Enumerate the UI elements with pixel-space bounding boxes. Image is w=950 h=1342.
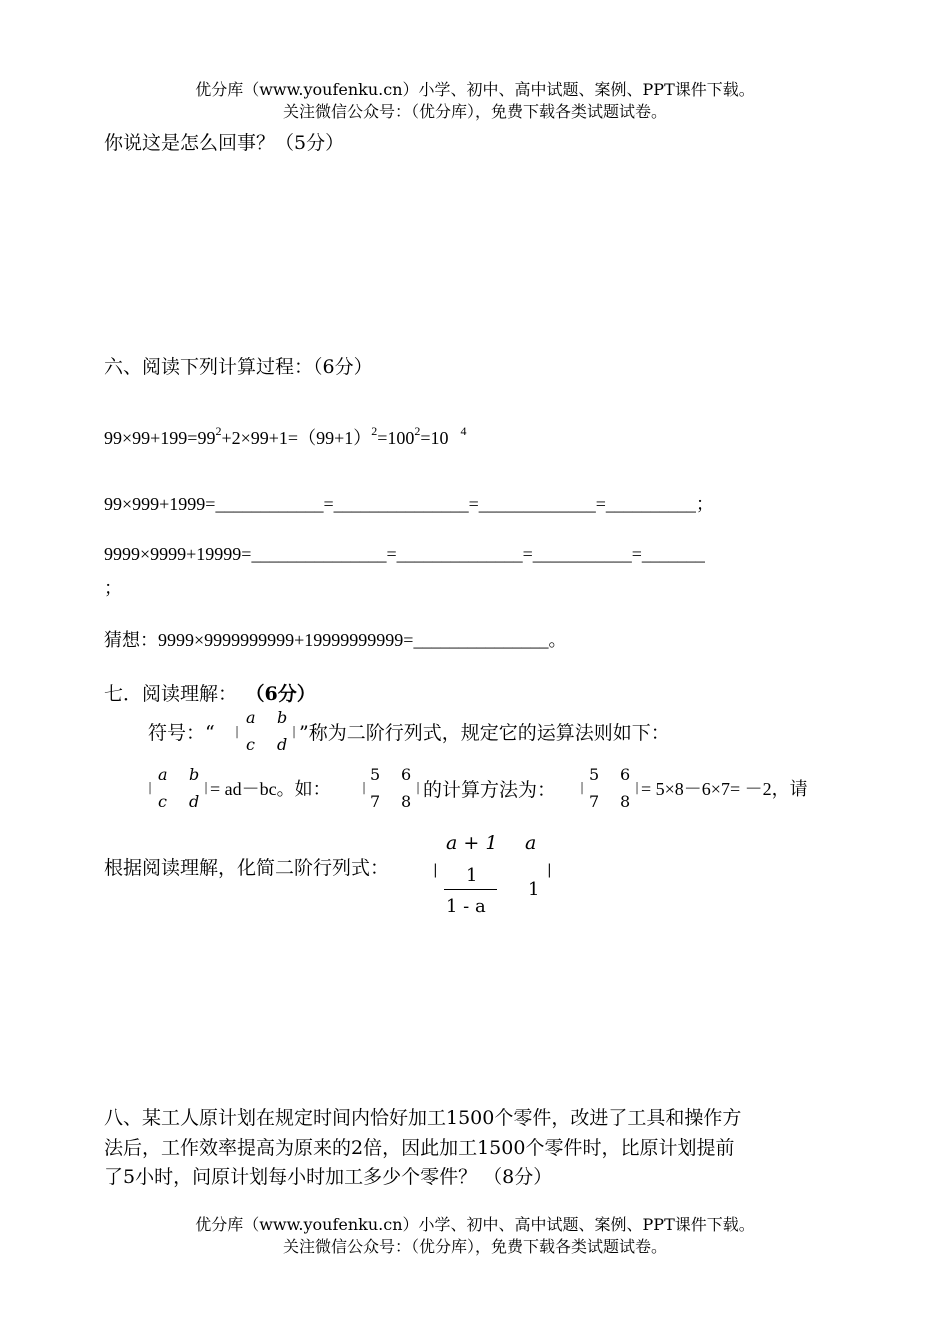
q7-ex2-6: 6 [620, 765, 631, 784]
q7-det-e22: 1 [528, 879, 540, 900]
q7-ex1-6: 6 [401, 765, 412, 784]
q6-line-2: 99×999+1999=____________=_______________=_____________=__________； [104, 494, 714, 514]
q7-rule-c: c [158, 792, 167, 811]
q8-line-1: 八、某工人原计划在规定时间内恰好加工1500个零件，改进了工具和操作方 [104, 1107, 742, 1129]
q7-def-b-sym: b [277, 708, 288, 727]
q7-title [104, 679, 316, 706]
q7-title-b: （6分） [255, 683, 316, 705]
q7-rule-b: b [189, 765, 200, 784]
q7-def-pipe-r: | [292, 724, 297, 738]
q6-ex-c: +2×99+1=（99+1） [221, 428, 372, 448]
q8-line-2: 法后，工作效率提高为原来的2倍，因此加工1500个零件时，比原计划提前 [104, 1137, 735, 1159]
q6-ex-e: =100 [377, 428, 415, 448]
q7-ex2-7: 7 [589, 792, 600, 811]
q7-title-a: 七．阅读理解： [104, 683, 238, 705]
q7-ex1-7: 7 [370, 792, 381, 811]
q6-ex-h: 4 [460, 424, 467, 438]
q7-rule-pipe-r: | [204, 780, 209, 794]
q7-ex2-5: 5 [589, 765, 600, 784]
q7-simplify: 根据阅读理解，化简二阶行列式： [104, 857, 390, 879]
header-line-1: 优分库（www.youfenku.cn）小学、初中、高中试题、案例、PPT课件下载。 [195, 80, 755, 99]
q7-ex2-pipe-r: | [635, 780, 640, 794]
q6-ex-d: 2 [371, 424, 378, 438]
q6-ex-g: =10 [420, 428, 449, 448]
q6-line-3b: ； [104, 578, 122, 598]
q7-det-e11: a + 1 [446, 832, 498, 854]
q7-det-e21-den: 1 - a [446, 896, 486, 917]
q7-rule-a-text: = ad－bc。如： [210, 779, 331, 799]
q7-rule-a: a [158, 765, 168, 784]
q7-def-d-sym: d [277, 735, 288, 754]
footer-line-1: 优分库（www.youfenku.cn）小学、初中、高中试题、案例、PPT课件下载。 [195, 1215, 755, 1234]
q7-ex1-8: 8 [401, 792, 412, 811]
q7-def-a-sym: a [246, 708, 256, 727]
q6-guess: 猜想：9999×9999999999+19999999999=_______________。 [104, 630, 567, 650]
q7-ex1-5: 5 [370, 765, 381, 784]
q6-title: 六、阅读下列计算过程：（6分） [104, 356, 373, 378]
q7-rule-d: d [189, 792, 200, 811]
q7-rule-b-text: 的计算方法为： [423, 779, 557, 801]
q5-question: 你说这是怎么回事？（5分） [104, 132, 345, 154]
q7-det-e12: a [525, 832, 537, 854]
q7-det-pipe-l: | [433, 862, 438, 878]
header-line-2: 关注微信公众号：（优分库），免费下载各类试题试卷。 [282, 102, 667, 121]
q7-def-c-sym: c [246, 735, 255, 754]
q6-ex-b: 2 [215, 424, 222, 438]
q7-det-pipe-r: | [547, 862, 552, 878]
q7-det-frac-line [444, 889, 497, 890]
q7-def-a: 符号：“ [148, 722, 215, 744]
q7-def-pipe-l: | [235, 724, 240, 738]
q6-ex-f: 2 [414, 424, 421, 438]
q6-ex-a: 99×99+199=99 [104, 428, 216, 448]
q7-ex1-pipe-r: | [416, 780, 421, 794]
q7-ex2-pipe-l: | [580, 780, 585, 794]
q7-ex2-8: 8 [620, 792, 631, 811]
footer-line-2: 关注微信公众号：（优分库），免费下载各类试题试卷。 [282, 1237, 667, 1256]
q8-line-3: 了5小时，问原计划每小时加工多少个零件？ （8分） [104, 1166, 553, 1188]
q6-example [104, 424, 467, 450]
q7-ex1-pipe-l: | [362, 780, 367, 794]
q7-det-e21-num: 1 [466, 865, 478, 886]
q7-rule-c-text: = 5×8－6×7= －2，请 [641, 779, 808, 799]
q7-def-b: ”称为二阶行列式，规定它的运算法则如下： [299, 722, 670, 744]
q7-rule-pipe-l: | [148, 780, 153, 794]
q6-line-3: 9999×9999+19999=_______________=______________=___________=_______ [104, 544, 705, 564]
